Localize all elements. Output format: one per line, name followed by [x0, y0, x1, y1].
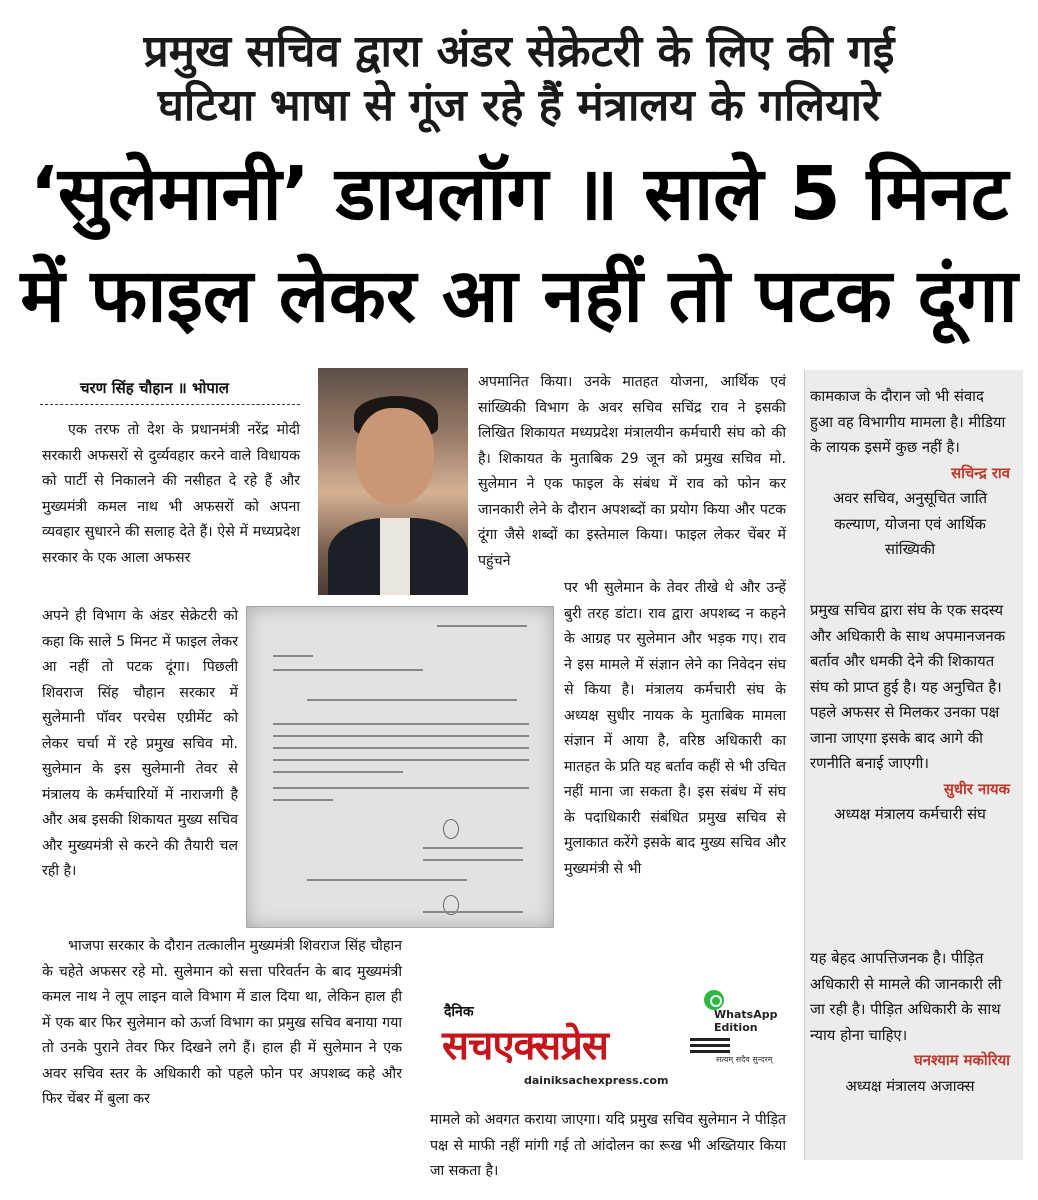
logo-url: dainiksachexpress.com — [524, 1074, 669, 1087]
quote-role: अध्यक्ष मंत्रालय कर्मचारी संघ — [834, 806, 986, 823]
quote-name: सुधीर नायक — [943, 780, 1010, 798]
logo-tagline: सत्यम् सदैव सुन्दरम् — [716, 1055, 773, 1064]
headline-main-line1: ‘सुलेमानी’ डायलॉग ॥ साले 5 मिनट — [29, 151, 1009, 237]
logo-dainik: दैनिक — [444, 1004, 474, 1020]
logo-whatsapp-edition: WhatsApp Edition — [714, 1008, 778, 1034]
article-column-1-top — [42, 418, 300, 571]
headline-kicker-line2: घटिया भाषा से गूंज रहे हैं मंत्रालय के गलियारे — [157, 80, 881, 131]
quote-text: यह बेहद आपत्तिजनक है। पीड़ित अधिकारी से मामले की जानकारी ली जा रही है। पीड़ित अधिकारी के साथ न्याय होना चाहिए। — [810, 950, 1002, 1044]
newspaper-logo — [440, 990, 786, 1096]
quote-block-2 — [810, 598, 1010, 828]
speed-lines-icon — [690, 1038, 730, 1041]
article-paragraph: अपने ही विभाग के अंडर सेक्रेटरी को कहा कि साले 5 मिनट में फाइल लेकर आ नहीं तो पटक दूंगा। पिछली शिवराज सिंह चौहान सरकार में सुलेमानी पॉवर परचेस एग्रीमेंट को लेकर चर्चा में रहे प्रमुख सचिव मो. सुलेमान के इस सुलेमानी तेवर से मंत्रालय के कर्मचारियों में नाराजगी है और अब इसकी शिकायत मुख्य सचिव और मुख्यमंत्री से करने की तैयारी चल रही है। — [42, 608, 238, 879]
byline: चरण सिंह चौहान ॥ भोपाल — [80, 379, 229, 397]
article-column-1-bottom — [42, 934, 402, 1113]
article-column-1-narrow — [42, 604, 238, 885]
quote-role: अवर सचिव, अनुसूचित जाति कल्याण, योजना एवं आर्थिक सांख्यिकी — [832, 490, 988, 558]
article-paragraph: एक तरफ तो देश के प्रधानमंत्री नरेंद्र मोदी सरकारी अफसरों से दुर्व्यवहार करने वाले विधायक को पार्टी से निकालने की नसीहत दे रहे हैं और मुख्यमंत्री कमल नाथ भी अफसरों को अपना व्यवहार सुधारने की सलाह देते हैं। ऐसे में मध्यप्रदेश सरकार के एक आला अफसर — [42, 422, 300, 566]
article-column-2-narrow — [564, 576, 786, 882]
quote-block-1 — [810, 384, 1010, 563]
article-column-2-bottom — [430, 1108, 786, 1185]
quote-role: अध्यक्ष मंत्रालय अजाक्स — [845, 1077, 975, 1095]
article-paragraph: अपमानित किया। उनके मातहत योजना, आर्थिक एवं सांख्यिकी विभाग के अवर सचिव सचिंद्र राव ने इसकी लिखित शिकायत मध्यप्रदेश मंत्रालयीन कर्मचारी संघ को की है। शिकायत के मुताबिक 29 जून को प्रमुख सचिव मो. सुलेमान ने एक फाइल के संबंध में राव को फोन कर जानकारी लेने के दौरान अपशब्दों का प्रयोग किया और पटक दूंगा जैसे शब्दों का इस्तेमाल किया। फाइल लेकर चेंबर में पहुंचने — [478, 374, 786, 569]
headline-kicker-line1: प्रमुख सचिव द्वारा अंडर सेक्रेटरी के लिए की गई — [143, 26, 895, 77]
article-paragraph: मामले को अवगत कराया जाएगा। यदि प्रमुख सचिव सुलेमान ने पीड़ित पक्ष से माफी नहीं मांगी गई तो आंदोलन का रूख भी अख्तियार किया जा सकता है। — [430, 1112, 786, 1179]
quote-name: घनश्याम मकोरिया — [913, 1052, 1010, 1069]
complaint-letter-image — [246, 606, 554, 928]
quote-text: प्रमुख सचिव द्वारा संघ के एक सदस्य और अधिकारी के साथ अपमानजनक बर्ताव और धमकी देने की शिकायत संघ को प्राप्त हुई है। यह अनुचित है। पहले अफसर से मिलकर उनका पक्ष जाना जाएगा इसके बाद आगे की रणनीति बनाई जाएगी। — [810, 602, 1006, 772]
quote-text: कामकाज के दौरान जो भी संवाद हुआ वह विभागीय मामला है। मीडिया के लायक इसमें कुछ नहीं है। — [810, 388, 1006, 456]
whatsapp-icon — [704, 990, 724, 1010]
logo-brand: सचएक्सप्रेस — [442, 1023, 608, 1069]
photo-official — [318, 368, 468, 595]
article-paragraph: पर भी सुलेमान के तेवर तीखे थे और उन्हें बुरी तरह डांटा। राव द्वारा अपशब्द न कहने के आग्रह पर सुलेमान और भड़क गए। राव ने इस मामले में संज्ञान लेने का निवेदन संघ से किया है। मंत्रालय कर्मचारी संघ के अध्यक्ष सुधीर नायक के मुताबिक मामला संज्ञान में आया है, वरिष्ठ अधिकारी का मातहत के प्रति यह बर्ताव कहीं से भी उचित नहीं माना जा सकता है। इस संबंध में संघ के पदाधिकारी संबंधित प्रमुख सचिव से मुलाकात करेंगे इसके बाद मुख्य सचिव और मुख्यमंत्री से भी — [564, 580, 786, 877]
byline-rule — [40, 404, 300, 406]
article-paragraph: भाजपा सरकार के दौरान तत्कालीन मुख्यमंत्री शिवराज सिंह चौहान के चहेते अफसर रहे मो. सुलेमान को सत्ता परिवर्तन के बाद मुख्यमंत्री कमल नाथ ने लूप लाइन वाले विभाग में डाल दिया था, लेकिन हाल ही में एक बार फिर सुलेमान को ऊर्जा विभाग का प्रमुख सचिव बनाया गया तो उनके पुराने तेवर फिर दिखने लगे हैं। हाल ही में सुलेमान ने एक अवर सचिव स्तर के अधिकारी को पहले फोन पर अपशब्द कहे और फिर चेंबर में बुला कर — [42, 938, 402, 1107]
headline-main-line2: में फाइल लेकर आ नहीं तो पटक दूंगा — [20, 253, 1018, 339]
quote-name: सचिन्द्र राव — [951, 464, 1010, 482]
quote-block-3 — [810, 946, 1010, 1099]
article-column-2-top — [478, 370, 786, 574]
